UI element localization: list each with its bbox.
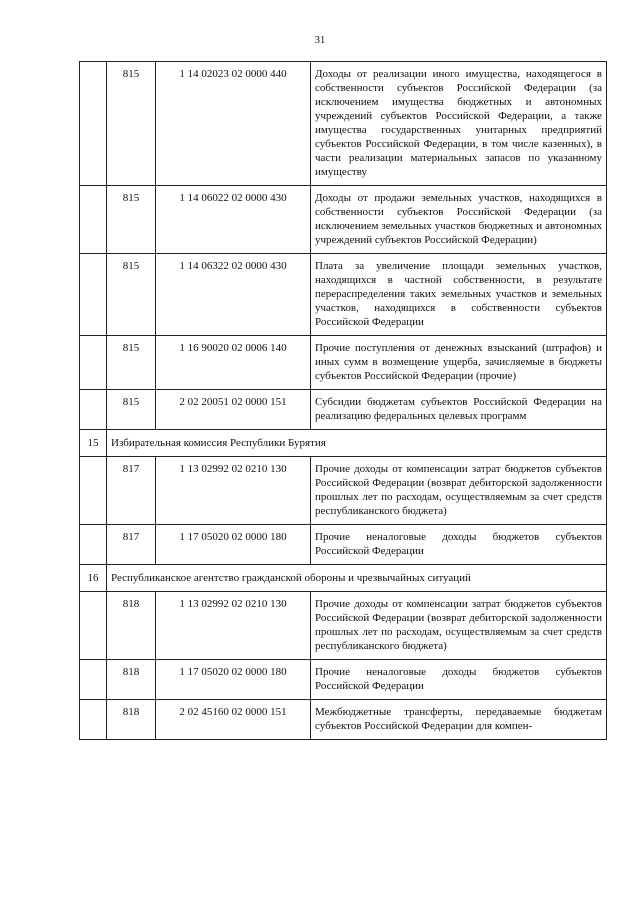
revenue-code-cell: 1 14 06022 02 0000 430: [156, 186, 311, 254]
revenue-code-cell: 1 14 06322 02 0000 430: [156, 254, 311, 336]
revenue-code-cell: 2 02 45160 02 0000 151: [156, 700, 311, 740]
row-number-cell: [80, 62, 107, 186]
row-number-cell: [80, 592, 107, 660]
page-number: 31: [314, 35, 326, 46]
table-row: [80, 592, 607, 660]
table-row: [80, 700, 607, 740]
revenue-description-cell: Субсидии бюджетам субъектов Российской Федерации на реализацию федеральных целевых программ: [311, 390, 607, 430]
admin-code-cell: 817: [107, 525, 156, 565]
admin-code-cell: 815: [107, 390, 156, 430]
row-number-cell: [80, 336, 107, 390]
revenue-description-cell: Плата за увеличение площади земельных участков, находящихся в частной собственности, в результате перераспределения таких земельных участков и земельных участков, находящихся в собственности субъектов Российской Федерации: [311, 254, 607, 336]
section-number-cell: 15: [80, 430, 107, 457]
section-title-cell: Республиканское агентство гражданской обороны и чрезвычайных ситуаций: [107, 565, 607, 592]
section-number-cell: 16: [80, 565, 107, 592]
row-number-cell: [80, 254, 107, 336]
admin-code-cell: 818: [107, 700, 156, 740]
revenue-description-cell: Прочие доходы от компенсации затрат бюджетов субъектов Российской Федерации (возврат дебиторской задолженности прошлых лет по расходам, осуществляемым за счет средств республиканского бюджета): [311, 592, 607, 660]
revenue-code-cell: 2 02 20051 02 0000 151: [156, 390, 311, 430]
row-number-cell: [80, 390, 107, 430]
section-title-cell: Избирательная комиссия Республики Бурятия: [107, 430, 607, 457]
revenue-description-cell: Доходы от продажи земельных участков, находящихся в собственности субъектов Российской Федерации (за исключением земельных участков бюджетных и автономных учреждений субъектов Российской Федерации): [311, 186, 607, 254]
admin-code-cell: 815: [107, 254, 156, 336]
admin-code-cell: 815: [107, 186, 156, 254]
revenue-description-cell: Прочие неналоговые доходы бюджетов субъектов Российской Федерации: [311, 525, 607, 565]
admin-code-cell: 815: [107, 336, 156, 390]
revenue-code-cell: 1 17 05020 02 0000 180: [156, 660, 311, 700]
admin-code-cell: 815: [107, 62, 156, 186]
row-number-cell: [80, 525, 107, 565]
revenue-code-cell: 1 17 05020 02 0000 180: [156, 525, 311, 565]
revenue-description-cell: Прочие поступления от денежных взысканий (штрафов) и иных сумм в возмещение ущерба, зачисляемые в бюджеты субъектов Российской Федерации (прочие): [311, 336, 607, 390]
row-number-cell: [80, 186, 107, 254]
revenue-description-cell: Межбюджетные трансферты, передаваемые бюджетам субъектов Российской Федерации для компен-: [311, 700, 607, 740]
section-row: [80, 430, 607, 457]
revenue-codes-table: [79, 61, 607, 740]
table-row: [80, 62, 607, 186]
admin-code-cell: 817: [107, 457, 156, 525]
row-number-cell: [80, 700, 107, 740]
table-row: [80, 525, 607, 565]
row-number-cell: [80, 457, 107, 525]
table-row: [80, 660, 607, 700]
revenue-code-cell: 1 13 02992 02 0210 130: [156, 457, 311, 525]
admin-code-cell: 818: [107, 660, 156, 700]
revenue-description-cell: Прочие неналоговые доходы бюджетов субъектов Российской Федерации: [311, 660, 607, 700]
section-row: [80, 565, 607, 592]
table-row: [80, 186, 607, 254]
table-row: [80, 390, 607, 430]
revenue-code-cell: 1 13 02992 02 0210 130: [156, 592, 311, 660]
revenue-code-cell: 1 14 02023 02 0000 440: [156, 62, 311, 186]
admin-code-cell: 818: [107, 592, 156, 660]
table-row: [80, 457, 607, 525]
revenue-code-cell: 1 16 90020 02 0006 140: [156, 336, 311, 390]
row-number-cell: [80, 660, 107, 700]
revenue-description-cell: Прочие доходы от компенсации затрат бюджетов субъектов Российской Федерации (возврат дебиторской задолженности прошлых лет по расходам, осуществляемым за счет средств республиканского бюджета): [311, 457, 607, 525]
table-row: [80, 336, 607, 390]
table-row: [80, 254, 607, 336]
revenue-description-cell: Доходы от реализации иного имущества, находящегося в собственности субъектов Российской Федерации (за исключением имущества бюджетных и автономных учреждений субъектов Российской Федерации, а также имущества государственных унитарных предприятий субъектов Российской Федерации, в том числе казенных), в части реализации материальных запасов по указанному имуществу: [311, 62, 607, 186]
